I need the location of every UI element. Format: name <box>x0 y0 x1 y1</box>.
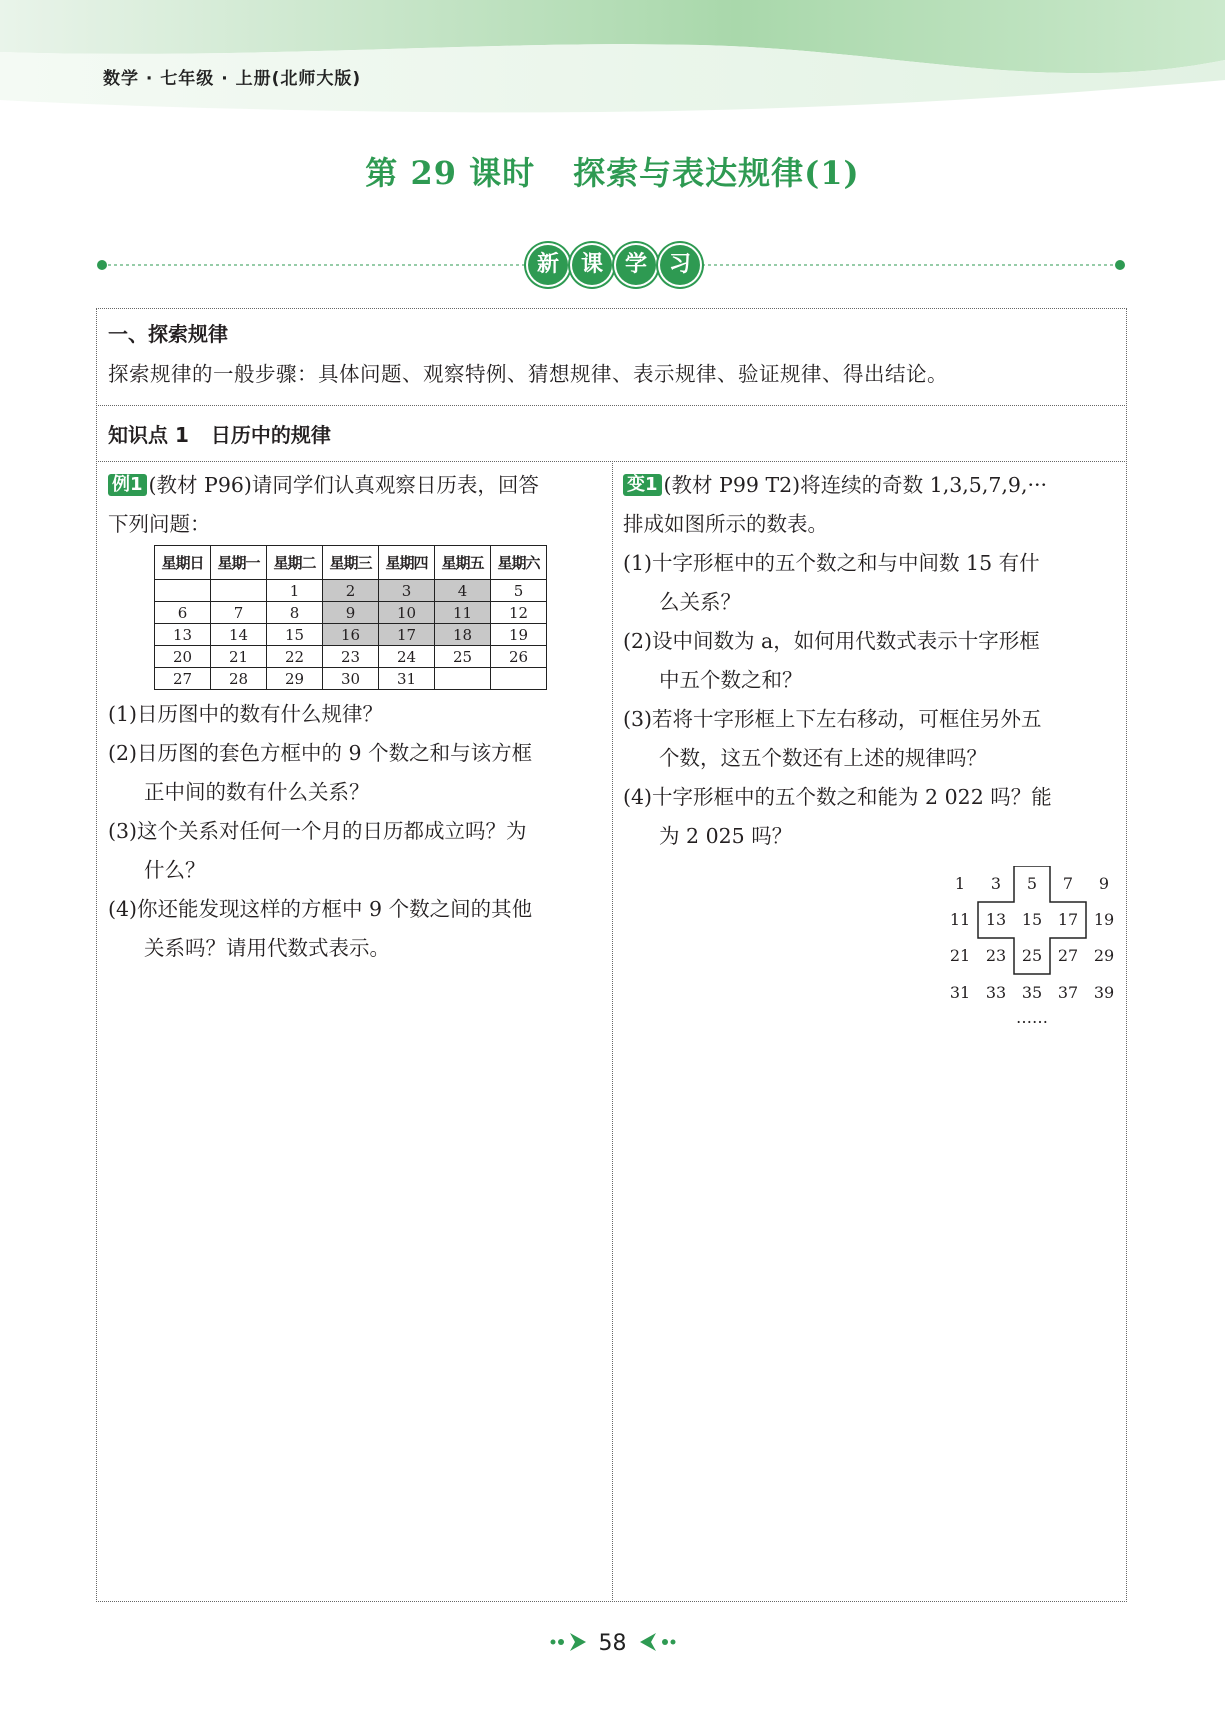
knowledge-point-label: 知识点 1 <box>108 423 189 447</box>
grid-number: 21 <box>949 946 971 965</box>
calendar-header: 星期四 <box>379 546 435 580</box>
right-arrow-icon <box>634 1632 678 1652</box>
calendar-cell: 5 <box>491 580 547 602</box>
calendar-row <box>155 646 547 668</box>
grid-number: 11 <box>949 910 971 929</box>
question-cont: 中五个数之和？ <box>659 668 803 692</box>
question: (4)十字形框中的五个数之和能为 2 022 吗？能 <box>623 785 1052 809</box>
question-cont: 正中间的数有什么关系？ <box>144 780 370 804</box>
calendar-header: 星期三 <box>323 546 379 580</box>
book-header: 数学 · 七年级 · 上册(北师大版) <box>103 69 362 89</box>
grid-number: 33 <box>985 983 1007 1002</box>
grid-number: 29 <box>1093 946 1115 965</box>
calendar-row <box>155 624 547 646</box>
badge-char: 习 <box>660 245 700 285</box>
grid-number: 15 <box>1021 910 1043 929</box>
grid-number: 19 <box>1093 910 1115 929</box>
grid-number: 9 <box>1098 874 1110 893</box>
question: (3)若将十字形框上下左右移动，可框住另外五 <box>623 707 1042 731</box>
grid-number: 23 <box>985 946 1007 965</box>
example-tag: 例1 <box>108 474 147 496</box>
question-cont: 个数，这五个数还有上述的规律吗？ <box>659 746 987 770</box>
grid-number: 25 <box>1021 946 1043 965</box>
calendar-cell: 8 <box>267 602 323 624</box>
header-banner <box>0 0 1225 120</box>
calendar-cell <box>491 668 547 690</box>
calendar-cell-highlighted: 11 <box>435 602 491 624</box>
question-cont: 关系吗？请用代数式表示。 <box>144 936 390 960</box>
variant-intro: (教材 P99 T2)将连续的奇数 1,3,5,7,9,··· <box>663 473 1048 497</box>
grid-number: 31 <box>949 983 971 1002</box>
calendar-header: 星期二 <box>267 546 323 580</box>
question: (2)日历图的套色方框中的 9 个数之和与该方框 <box>108 741 533 765</box>
variant-column <box>623 466 1123 856</box>
calendar-cell-highlighted: 4 <box>435 580 491 602</box>
column-divider <box>612 461 613 1602</box>
grid-number: 37 <box>1057 983 1079 1002</box>
section-badges <box>524 242 706 288</box>
calendar-row <box>155 602 547 624</box>
left-arrow-icon <box>548 1632 592 1652</box>
calendar-cell-highlighted: 18 <box>435 624 491 646</box>
calendar-cell: 19 <box>491 624 547 646</box>
example-intro-cont: 下列问题： <box>108 512 211 536</box>
section-text: 探索规律的一般步骤：具体问题、观察特例、猜想规律、表示规律、验证规律、得出结论。 <box>108 362 948 386</box>
badge-char: 新 <box>528 245 568 285</box>
calendar-cell: 25 <box>435 646 491 668</box>
calendar-cell: 13 <box>155 624 211 646</box>
question-cont: 什么？ <box>144 858 206 882</box>
grid-number: 13 <box>985 910 1007 929</box>
grid-number: 27 <box>1057 946 1079 965</box>
calendar-cell: 15 <box>267 624 323 646</box>
calendar-table <box>154 545 547 690</box>
variant-tag: 变1 <box>623 474 662 496</box>
calendar-header: 星期日 <box>155 546 211 580</box>
calendar-cell: 27 <box>155 668 211 690</box>
calendar-header: 星期五 <box>435 546 491 580</box>
calendar-cell <box>155 580 211 602</box>
divider <box>96 405 1127 406</box>
calendar-cell: 14 <box>211 624 267 646</box>
grid-number: 5 <box>1026 874 1038 893</box>
grid-number: 35 <box>1021 983 1043 1002</box>
question: (1)十字形框中的五个数之和与中间数 15 有什 <box>623 551 1040 575</box>
example-intro: (教材 P96)请同学们认真观察日历表，回答 <box>148 473 539 497</box>
calendar-cell: 12 <box>491 602 547 624</box>
example-column <box>108 466 608 544</box>
lesson-number: 第 29 课时 <box>365 154 536 192</box>
lesson-topic: 探索与表达规律(1) <box>573 154 860 192</box>
grid-number: 17 <box>1057 910 1079 929</box>
calendar-cell-highlighted: 16 <box>323 624 379 646</box>
grid-number: 1 <box>954 874 966 893</box>
calendar-row <box>155 580 547 602</box>
example-questions <box>108 695 608 968</box>
calendar-cell: 30 <box>323 668 379 690</box>
grid-number: 39 <box>1093 983 1115 1002</box>
badge-char: 学 <box>616 245 656 285</box>
grid-number: 7 <box>1062 874 1074 893</box>
grid-number: 3 <box>990 874 1002 893</box>
knowledge-point-title: 日历中的规律 <box>210 423 331 447</box>
grid-ellipsis: …… <box>1016 1008 1048 1027</box>
calendar-cell: 29 <box>267 668 323 690</box>
page-number-footer <box>0 1631 1225 1656</box>
calendar-cell-highlighted: 10 <box>379 602 435 624</box>
question: (3)这个关系对任何一个月的日历都成立吗？为 <box>108 819 527 843</box>
calendar-cell-highlighted: 9 <box>323 602 379 624</box>
calendar-cell: 24 <box>379 646 435 668</box>
question: (2)设中间数为 a，如何用代数式表示十字形框 <box>623 629 1040 653</box>
question: (1)日历图中的数有什么规律？ <box>108 702 384 726</box>
variant-intro-cont: 排成如图所示的数表。 <box>623 512 828 536</box>
section-heading: 一、探索规律 <box>108 322 228 346</box>
question: (4)你还能发现这样的方框中 9 个数之间的其他 <box>108 897 533 921</box>
calendar-cell: 20 <box>155 646 211 668</box>
calendar-cell: 6 <box>155 602 211 624</box>
calendar-cell-highlighted: 2 <box>323 580 379 602</box>
calendar-cell: 23 <box>323 646 379 668</box>
calendar-header: 星期六 <box>491 546 547 580</box>
question-cont: 么关系？ <box>659 590 741 614</box>
calendar-cell-highlighted: 17 <box>379 624 435 646</box>
page-number: 58 <box>598 1631 627 1656</box>
calendar-cell <box>435 668 491 690</box>
calendar-cell: 31 <box>379 668 435 690</box>
knowledge-point <box>108 419 331 448</box>
badge-char: 课 <box>572 245 612 285</box>
calendar-cell: 1 <box>267 580 323 602</box>
calendar-cell: 28 <box>211 668 267 690</box>
calendar-cell: 21 <box>211 646 267 668</box>
page-title <box>0 148 1225 194</box>
calendar-cell: 26 <box>491 646 547 668</box>
calendar-header: 星期一 <box>211 546 267 580</box>
calendar-row <box>155 668 547 690</box>
calendar-cell: 22 <box>267 646 323 668</box>
calendar-cell: 7 <box>211 602 267 624</box>
calendar-cell <box>211 580 267 602</box>
odd-number-grid <box>942 866 1122 1041</box>
question-cont: 为 2 025 吗？ <box>659 824 793 848</box>
calendar-cell-highlighted: 3 <box>379 580 435 602</box>
